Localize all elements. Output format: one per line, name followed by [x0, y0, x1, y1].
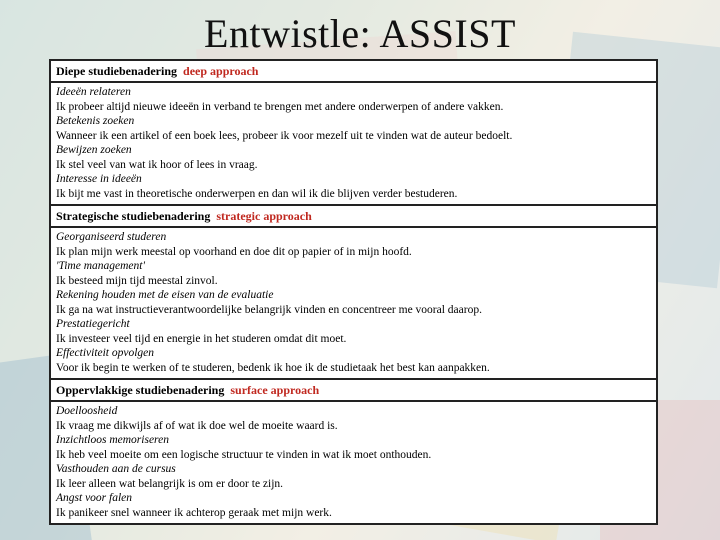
item-label: Bewijzen zoeken	[56, 144, 132, 156]
item-text: Ik panikeer snel wanneer ik achterop geraak met mijn werk.	[56, 506, 332, 519]
item-label: Inzichtloos memoriseren	[56, 434, 169, 446]
section-title-en: deep approach	[183, 64, 259, 78]
section-header-deep	[51, 61, 656, 83]
item-text: Ik probeer altijd nieuwe ideeën in verband te brengen met andere onderwerpen of andere vakken.	[56, 100, 504, 113]
slide-title: Entwistle: ASSIST	[204, 11, 516, 56]
section-title-nl: Strategische studiebenadering	[56, 209, 211, 223]
item-text: Ik heb veel moeite om een logische structuur te vinden in wat ik moet onthouden.	[56, 448, 432, 461]
item-label: Interesse in ideeën	[56, 173, 142, 185]
approach-table	[49, 59, 658, 525]
item-text: Ik investeer veel tijd en energie in het studeren omdat dit moet.	[56, 332, 347, 345]
item-label: Angst voor falen	[56, 492, 133, 504]
item-label: Prestatiegericht	[56, 318, 130, 330]
item-label: Rekening houden met de eisen van de evaluatie	[56, 289, 274, 301]
section-body-deep	[51, 83, 656, 206]
section-title-en: surface approach	[230, 383, 320, 397]
section-title-en: strategic approach	[216, 209, 312, 223]
item-text: Ik vraag me dikwijls af of wat ik doe wel de moeite waard is.	[56, 419, 338, 432]
item-text: Ik besteed mijn tijd meestal zinvol.	[56, 274, 218, 287]
item-label: Georganiseerd studeren	[56, 231, 167, 243]
section-body-strategic	[51, 228, 656, 380]
item-label: Ideeën relateren	[56, 86, 131, 98]
item-text: Wanneer ik een artikel of een boek lees, probeer ik voor mezelf uit te vinden wat de auteur bedoelt.	[56, 129, 513, 142]
section-header-strategic	[51, 206, 656, 228]
item-text: Ik leer alleen wat belangrijk is om er door te zijn.	[56, 477, 284, 490]
section-header-surface	[51, 380, 656, 402]
item-label: 'Time management'	[56, 260, 145, 272]
item-text: Ik bijt me vast in theoretische onderwerpen en dan wil ik die blijven verder bestuderen.	[56, 187, 458, 200]
section-title-nl: Diepe studiebenadering	[56, 64, 178, 78]
item-text: Ik stel veel van wat ik hoor of lees in vraag.	[56, 158, 258, 171]
section-title-nl: Oppervlakkige studiebenadering	[56, 383, 225, 397]
section-body-surface	[51, 402, 656, 523]
item-text: Voor ik begin te werken of te studeren, bedenk ik hoe ik de studietaak het best kan aanpakken.	[56, 361, 490, 374]
item-label: Effectiviteit opvolgen	[56, 347, 155, 359]
item-label: Vasthouden aan de cursus	[56, 463, 176, 475]
item-label: Doelloosheid	[56, 405, 118, 417]
item-text: Ik ga na wat instructieverantwoordelijke belangrijk vinden en concentreer me vooral daarop.	[56, 303, 482, 316]
item-text: Ik plan mijn werk meestal op voorhand en doe dit op papier of in mijn hoofd.	[56, 245, 412, 258]
item-label: Betekenis zoeken	[56, 115, 135, 127]
